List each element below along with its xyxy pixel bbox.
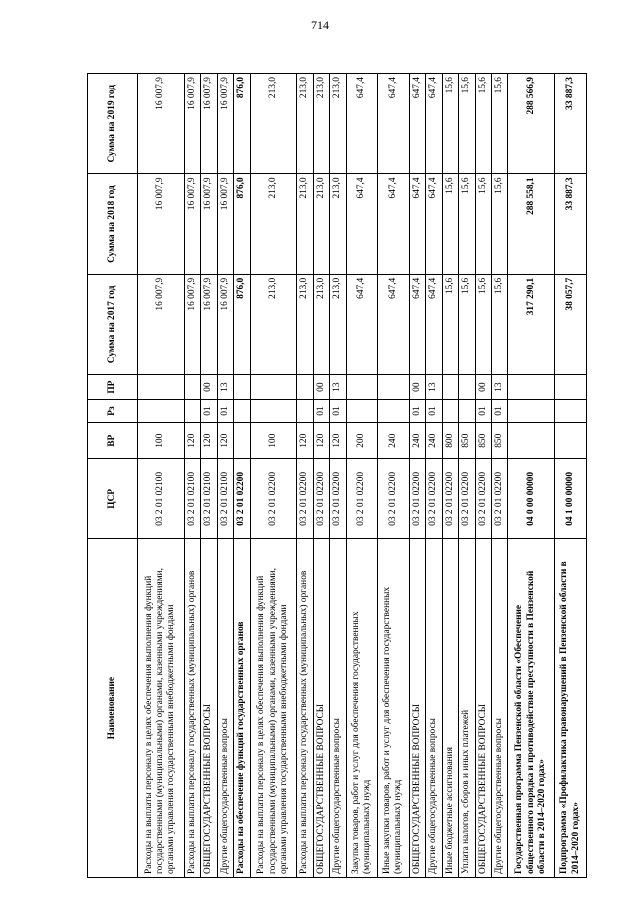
cell-2019: 15,6 [492, 74, 508, 174]
cell-name: Уплата налогов, сборов и иных платежей [459, 539, 475, 878]
cell-2018: 15,6 [459, 174, 475, 274]
cell-pr [346, 375, 378, 400]
header-2018: Сумма на 2018 год [88, 174, 138, 274]
cell-2017: 647,4 [346, 274, 378, 374]
cell-csr: 03 2 01 02200 [346, 459, 378, 539]
cell-2019: 876,0 [234, 74, 250, 174]
cell-csr: 04 1 00 00000 [555, 459, 587, 539]
cell-2018: 16 007,9 [138, 174, 185, 274]
cell-csr: 04 0 00 00000 [508, 459, 555, 539]
cell-rz [442, 400, 458, 423]
cell-csr: 03 2 01 02100 [217, 459, 233, 539]
cell-pr [138, 375, 185, 400]
cell-2019: 647,4 [378, 74, 410, 174]
cell-rz: 01 [426, 400, 442, 423]
cell-2019: 213,0 [250, 74, 297, 174]
cell-pr: 00 [475, 375, 491, 400]
cell-rz: 01 [217, 400, 233, 423]
cell-pr: 13 [217, 375, 233, 400]
table-row [442, 74, 458, 878]
cell-csr: 03 2 01 02200 [492, 459, 508, 539]
cell-2019: 16 007,9 [217, 74, 233, 174]
cell-2019: 213,0 [313, 74, 329, 174]
cell-vr: 100 [138, 422, 185, 458]
cell-pr: 13 [492, 375, 508, 400]
budget-table-rotated [87, 73, 587, 878]
cell-2017: 647,4 [409, 274, 425, 374]
cell-vr: 120 [297, 422, 313, 458]
cell-name: ОБЩЕГОСУДАРСТВЕННЫЕ ВОПРОСЫ [313, 539, 329, 878]
cell-2017: 15,6 [442, 274, 458, 374]
cell-2017: 16 007,9 [201, 274, 217, 374]
cell-2019: 33 887,3 [555, 74, 587, 174]
cell-pr [508, 375, 555, 400]
table-row [378, 74, 410, 878]
table-row [201, 74, 217, 878]
cell-name: ОБЩЕГОСУДАРСТВЕННЫЕ ВОПРОСЫ [409, 539, 425, 878]
table-header-row [88, 74, 138, 878]
cell-2018: 16 007,9 [201, 174, 217, 274]
cell-2018: 16 007,9 [184, 174, 200, 274]
cell-name: Расходы на выплаты персоналу государственных (муниципальных) органов [297, 539, 313, 878]
cell-2018: 15,6 [492, 174, 508, 274]
cell-pr [250, 375, 297, 400]
table-row [250, 74, 297, 878]
cell-pr: 00 [201, 375, 217, 400]
table-row [459, 74, 475, 878]
cell-vr [234, 422, 250, 458]
cell-csr: 03 2 01 02200 [330, 459, 346, 539]
header-2019: Сумма на 2019 год [88, 74, 138, 174]
cell-rz [297, 400, 313, 423]
cell-2017: 16 007,9 [217, 274, 233, 374]
cell-2019: 16 007,9 [138, 74, 185, 174]
cell-csr: 03 2 01 02200 [234, 459, 250, 539]
table-row [508, 74, 555, 878]
table-row [313, 74, 329, 878]
cell-vr: 100 [250, 422, 297, 458]
cell-2017: 16 007,9 [138, 274, 185, 374]
cell-rz: 01 [201, 400, 217, 423]
cell-2019: 15,6 [475, 74, 491, 174]
cell-csr: 03 2 01 02200 [459, 459, 475, 539]
cell-2017: 647,4 [426, 274, 442, 374]
cell-2017: 647,4 [378, 274, 410, 374]
cell-vr [555, 422, 587, 458]
cell-pr [442, 375, 458, 400]
cell-2019: 16 007,9 [201, 74, 217, 174]
cell-vr: 850 [492, 422, 508, 458]
cell-vr: 850 [459, 422, 475, 458]
cell-csr: 03 2 01 02100 [138, 459, 185, 539]
table-row [297, 74, 313, 878]
cell-2017: 213,0 [313, 274, 329, 374]
cell-2018: 647,4 [409, 174, 425, 274]
cell-csr: 03 2 01 02200 [475, 459, 491, 539]
cell-vr: 120 [330, 422, 346, 458]
table-row [234, 74, 250, 878]
cell-name: Государственная программа Пензенской области «Обеспечение общественного порядка и противодействие преступности в Пензенской области в 2014–2020 годах» [508, 539, 555, 878]
cell-rz: 01 [313, 400, 329, 423]
cell-csr: 03 2 01 02100 [184, 459, 200, 539]
cell-vr: 200 [346, 422, 378, 458]
cell-csr: 03 2 01 02200 [378, 459, 410, 539]
cell-2019: 213,0 [297, 74, 313, 174]
cell-2018: 288 558,1 [508, 174, 555, 274]
cell-rz [459, 400, 475, 423]
table-row [330, 74, 346, 878]
table-row [184, 74, 200, 878]
cell-vr: 120 [217, 422, 233, 458]
cell-2018: 213,0 [330, 174, 346, 274]
page-number: 714 [311, 18, 329, 32]
cell-pr: 13 [426, 375, 442, 400]
cell-2018: 33 887,3 [555, 174, 587, 274]
cell-rz: 01 [475, 400, 491, 423]
header-csr: ЦСР [88, 459, 138, 539]
cell-2017: 213,0 [297, 274, 313, 374]
cell-pr [459, 375, 475, 400]
cell-csr: 03 2 01 02200 [409, 459, 425, 539]
cell-vr: 120 [201, 422, 217, 458]
cell-2018: 15,6 [442, 174, 458, 274]
cell-name: Расходы на выплаты персоналу в целях обеспечения выполнения функций государственными (муниципальными) органами, казенными учреждениями, органами управления государственными внебюджетными фондами [250, 539, 297, 878]
cell-name: Расходы на выплаты персоналу в целях обеспечения выполнения функций государственными (муниципальными) органами, казенными учреждениями, органами управления государственными внебюджетными фондами [138, 539, 185, 878]
cell-2019: 647,4 [426, 74, 442, 174]
cell-2019: 15,6 [442, 74, 458, 174]
cell-pr [555, 375, 587, 400]
cell-vr: 240 [409, 422, 425, 458]
cell-rz: 01 [330, 400, 346, 423]
cell-pr [297, 375, 313, 400]
cell-pr: 00 [313, 375, 329, 400]
cell-name: Расходы на обеспечение функций государственных органов [234, 539, 250, 878]
cell-name: Иные бюджетные ассигнования [442, 539, 458, 878]
header-name: Наименование [88, 539, 138, 878]
table-body [138, 74, 587, 878]
cell-vr: 850 [475, 422, 491, 458]
cell-vr: 240 [378, 422, 410, 458]
cell-rz [250, 400, 297, 423]
table-row [492, 74, 508, 878]
cell-rz [555, 400, 587, 423]
cell-2018: 213,0 [313, 174, 329, 274]
cell-csr: 03 2 01 02200 [313, 459, 329, 539]
cell-2018: 647,4 [426, 174, 442, 274]
table-row [217, 74, 233, 878]
cell-csr: 03 2 01 02200 [442, 459, 458, 539]
cell-vr: 120 [184, 422, 200, 458]
cell-name: ОБЩЕГОСУДАРСТВЕННЫЕ ВОПРОСЫ [475, 539, 491, 878]
cell-rz [138, 400, 185, 423]
cell-rz [508, 400, 555, 423]
cell-2017: 15,6 [459, 274, 475, 374]
cell-2018: 876,0 [234, 174, 250, 274]
cell-2019: 288 566,9 [508, 74, 555, 174]
cell-2019: 647,4 [409, 74, 425, 174]
cell-vr: 240 [426, 422, 442, 458]
cell-name: Другие общегосударственные вопросы [492, 539, 508, 878]
cell-2017: 317 290,1 [508, 274, 555, 374]
cell-2019: 647,4 [346, 74, 378, 174]
table-row [409, 74, 425, 878]
cell-2018: 15,6 [475, 174, 491, 274]
table-row [346, 74, 378, 878]
cell-name: Расходы на выплаты персоналу государственных (муниципальных) органов [184, 539, 200, 878]
cell-name: Другие общегосударственные вопросы [426, 539, 442, 878]
cell-pr: 13 [330, 375, 346, 400]
cell-rz: 01 [492, 400, 508, 423]
cell-rz: 01 [409, 400, 425, 423]
table-row [555, 74, 587, 878]
cell-rz [346, 400, 378, 423]
table-row [475, 74, 491, 878]
cell-csr: 03 2 01 02200 [297, 459, 313, 539]
cell-name: Другие общегосударственные вопросы [330, 539, 346, 878]
header-pr: ПР [88, 375, 138, 400]
cell-pr [234, 375, 250, 400]
cell-pr [184, 375, 200, 400]
cell-2019: 16 007,9 [184, 74, 200, 174]
cell-vr: 120 [313, 422, 329, 458]
header-vr: ВР [88, 422, 138, 458]
cell-csr: 03 2 01 02200 [426, 459, 442, 539]
cell-2017: 213,0 [250, 274, 297, 374]
cell-2018: 213,0 [250, 174, 297, 274]
cell-rz [184, 400, 200, 423]
cell-2017: 38 057,7 [555, 274, 587, 374]
cell-2018: 213,0 [297, 174, 313, 274]
cell-2019: 15,6 [459, 74, 475, 174]
cell-2017: 15,6 [492, 274, 508, 374]
cell-name: ОБЩЕГОСУДАРСТВЕННЫЕ ВОПРОСЫ [201, 539, 217, 878]
cell-2017: 213,0 [330, 274, 346, 374]
cell-csr: 03 2 01 02200 [250, 459, 297, 539]
cell-rz [234, 400, 250, 423]
cell-name: Иные закупки товаров, работ и услуг для обеспечения государственных (муниципальных) нужд [378, 539, 410, 878]
table-row [138, 74, 185, 878]
cell-csr: 03 2 01 02100 [201, 459, 217, 539]
cell-vr [508, 422, 555, 458]
header-rz: Рз [88, 400, 138, 423]
cell-2018: 647,4 [378, 174, 410, 274]
cell-2018: 16 007,9 [217, 174, 233, 274]
header-2017: Сумма на 2017 год [88, 274, 138, 374]
cell-pr: 00 [409, 375, 425, 400]
cell-rz [378, 400, 410, 423]
cell-name: Закупка товаров, работ и услуг для обеспечения государственных (муниципальных) нужд [346, 539, 378, 878]
cell-name: Подпрограмма «Профилактика правонарушений в Пензенской области в 2014–2020 годах» [555, 539, 587, 878]
table-row [426, 74, 442, 878]
cell-2017: 16 007,9 [184, 274, 200, 374]
budget-table [87, 73, 587, 878]
cell-name: Другие общегосударственные вопросы [217, 539, 233, 878]
cell-2018: 647,4 [346, 174, 378, 274]
cell-2017: 15,6 [475, 274, 491, 374]
cell-pr [378, 375, 410, 400]
cell-vr: 800 [442, 422, 458, 458]
cell-2017: 876,0 [234, 274, 250, 374]
cell-2019: 213,0 [330, 74, 346, 174]
